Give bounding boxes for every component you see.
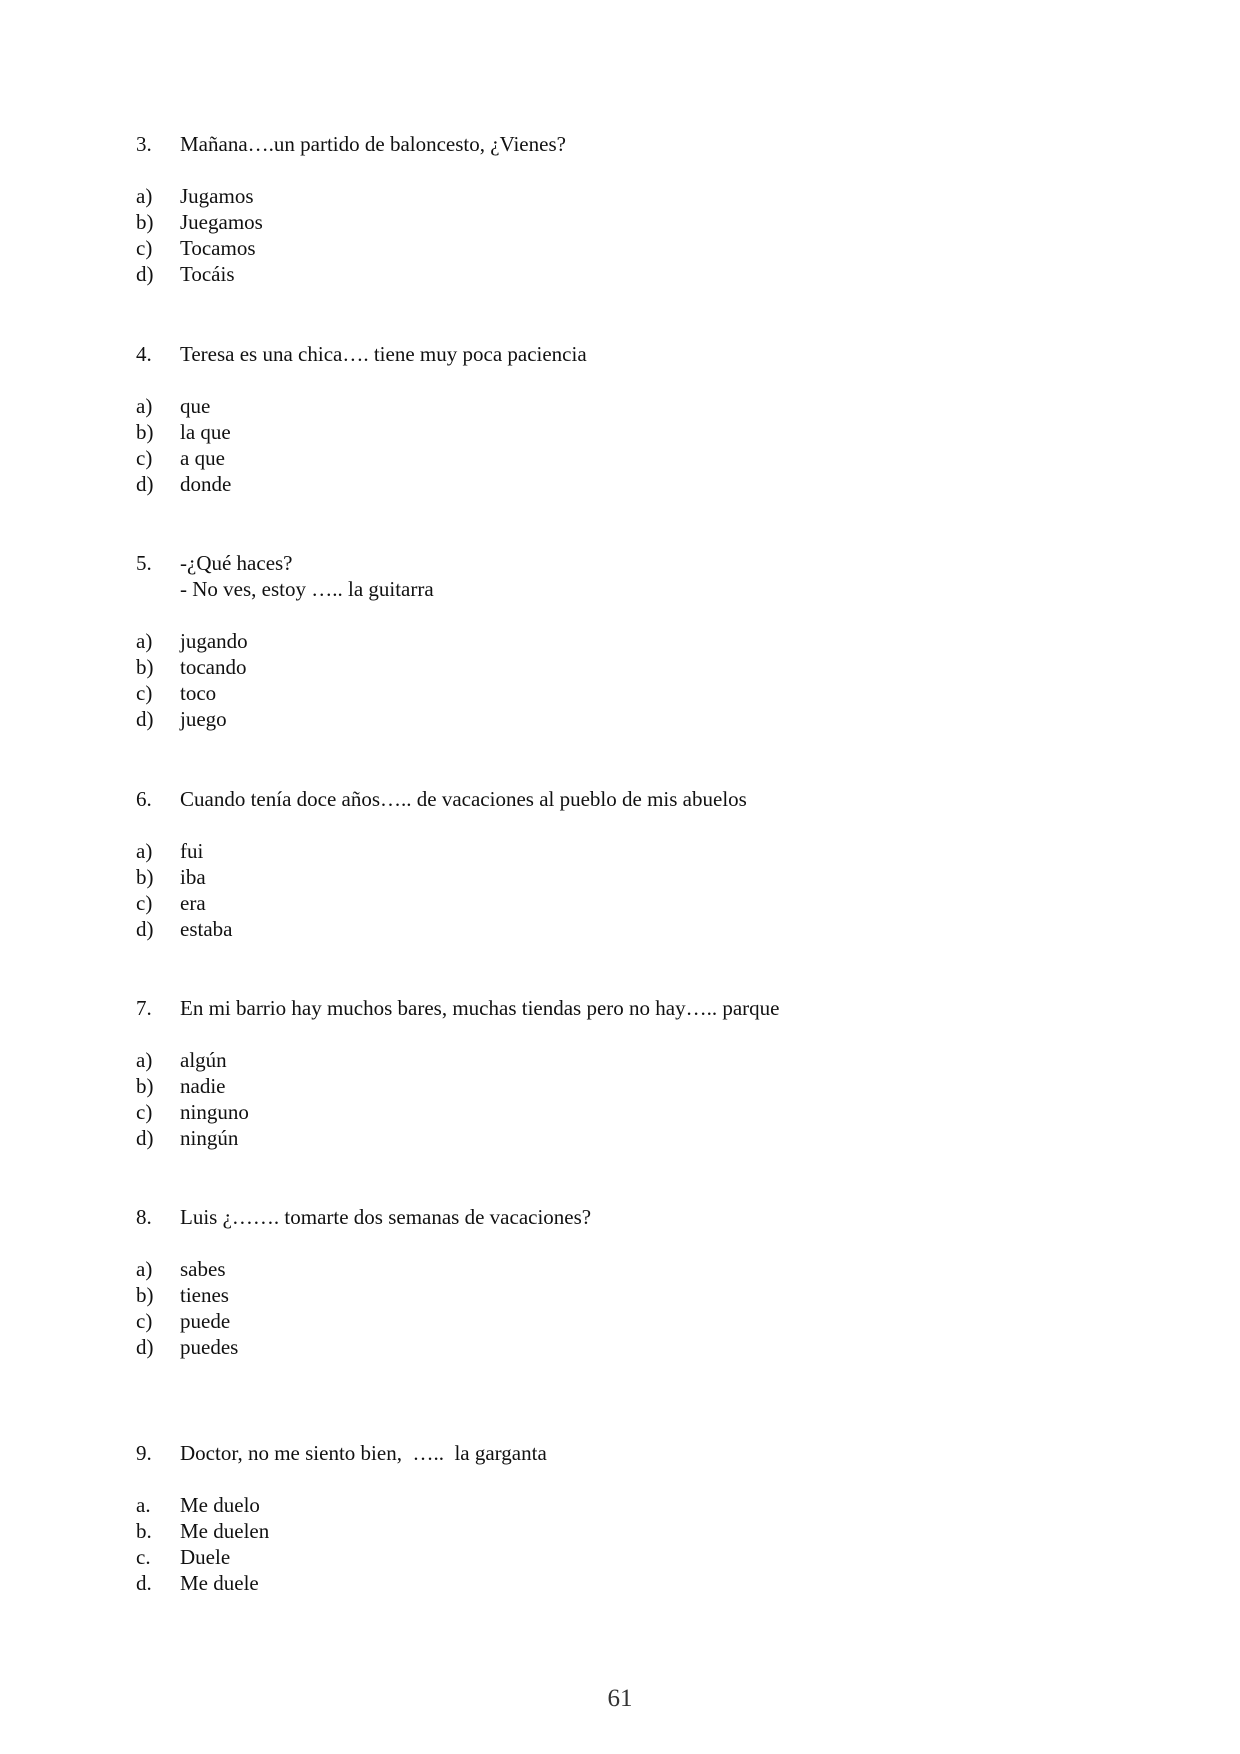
option-label: b)	[136, 1283, 154, 1307]
option-label: d.	[136, 1571, 152, 1595]
question-number: 7.	[136, 996, 152, 1020]
option-label: a)	[136, 184, 153, 208]
question-6	[136, 786, 747, 942]
question-prompt: Cuando tenía doce años….. de vacaciones al pueblo de mis abuelos	[180, 787, 747, 811]
question-prompt: Teresa es una chica…. tiene muy poca paciencia	[180, 342, 587, 366]
option-text: ninguno	[180, 1100, 249, 1124]
option-label: d)	[136, 472, 154, 496]
option-a	[136, 628, 434, 654]
option-label: b)	[136, 420, 154, 444]
option-text: fui	[180, 839, 204, 863]
option-b	[136, 1073, 780, 1099]
option-label: d)	[136, 1126, 154, 1150]
option-label: a)	[136, 629, 153, 653]
option-text: jugando	[180, 629, 248, 653]
question-prompt: Luis ¿……. tomarte dos semanas de vacaciones?	[180, 1205, 592, 1229]
question-prompt-line-2: - No ves, estoy ….. la guitarra	[180, 577, 434, 601]
option-list	[136, 1256, 591, 1360]
question-text	[136, 1440, 547, 1466]
option-text: Tocamos	[180, 236, 256, 260]
option-d	[136, 916, 747, 942]
question-prompt: -¿Qué haces?	[180, 551, 293, 575]
option-b	[136, 654, 434, 680]
option-text: ningún	[180, 1126, 239, 1150]
option-list	[136, 393, 587, 497]
question-8	[136, 1204, 591, 1360]
option-b	[136, 1518, 547, 1544]
option-label: d)	[136, 262, 154, 286]
option-text: toco	[180, 681, 217, 705]
option-list	[136, 1492, 547, 1596]
option-d	[136, 1570, 547, 1596]
option-label: b)	[136, 865, 154, 889]
question-4	[136, 341, 587, 497]
option-b	[136, 209, 566, 235]
option-text: iba	[180, 865, 206, 889]
option-a	[136, 183, 566, 209]
option-label: b.	[136, 1519, 152, 1543]
option-list	[136, 838, 747, 942]
option-text: a que	[180, 446, 225, 470]
question-3	[136, 131, 566, 287]
option-text: donde	[180, 472, 232, 496]
option-c	[136, 445, 587, 471]
option-c	[136, 235, 566, 261]
option-label: c)	[136, 1309, 153, 1333]
question-text	[136, 341, 587, 367]
option-b	[136, 1282, 591, 1308]
option-c	[136, 890, 747, 916]
option-b	[136, 864, 747, 890]
option-list	[136, 183, 566, 287]
option-label: c)	[136, 236, 153, 260]
question-prompt: Mañana….un partido de baloncesto, ¿Vienes?	[180, 132, 566, 156]
option-text: Me duele	[180, 1571, 259, 1595]
option-list	[136, 628, 434, 732]
option-text: puede	[180, 1309, 231, 1333]
option-label: a)	[136, 1048, 153, 1072]
question-number: 5.	[136, 551, 152, 575]
option-text: Jugamos	[180, 184, 254, 208]
option-text: nadie	[180, 1074, 226, 1098]
option-list	[136, 1047, 780, 1151]
question-text	[136, 550, 434, 576]
question-7	[136, 995, 780, 1151]
question-5	[136, 550, 434, 732]
option-text: Me duelen	[180, 1519, 270, 1543]
option-label: a)	[136, 1257, 153, 1281]
question-text-continued	[136, 576, 434, 602]
option-label: c.	[136, 1545, 151, 1569]
option-label: a)	[136, 839, 153, 863]
option-text: sabes	[180, 1257, 226, 1281]
question-number: 6.	[136, 787, 152, 811]
option-label: c)	[136, 681, 153, 705]
option-c	[136, 1099, 780, 1125]
option-label: d)	[136, 707, 154, 731]
question-text	[136, 995, 780, 1021]
option-text: tocando	[180, 655, 247, 679]
option-text: Tocáis	[180, 262, 235, 286]
question-prompt: Doctor, no me siento bien, ….. la garganta	[180, 1441, 547, 1465]
question-text	[136, 131, 566, 157]
option-d	[136, 471, 587, 497]
question-number: 4.	[136, 342, 152, 366]
option-label: b)	[136, 1074, 154, 1098]
option-text: Me duelo	[180, 1493, 260, 1517]
option-text: era	[180, 891, 206, 915]
option-label: c)	[136, 446, 153, 470]
option-a	[136, 1492, 547, 1518]
option-label: a.	[136, 1493, 151, 1517]
option-b	[136, 419, 587, 445]
option-d	[136, 261, 566, 287]
option-label: d)	[136, 1335, 154, 1359]
option-c	[136, 1544, 547, 1570]
option-a	[136, 1047, 780, 1073]
option-text: juego	[180, 707, 227, 731]
option-label: c)	[136, 1100, 153, 1124]
question-text	[136, 1204, 591, 1230]
option-d	[136, 1125, 780, 1151]
option-label: b)	[136, 655, 154, 679]
question-9	[136, 1440, 547, 1596]
option-text: que	[180, 394, 211, 418]
option-c	[136, 680, 434, 706]
option-c	[136, 1308, 591, 1334]
option-label: a)	[136, 394, 153, 418]
page-number: 61	[607, 1685, 633, 1712]
question-number: 9.	[136, 1441, 152, 1465]
option-text: tienes	[180, 1283, 229, 1307]
option-text: algún	[180, 1048, 227, 1072]
question-prompt: En mi barrio hay muchos bares, muchas tiendas pero no hay….. parque	[180, 996, 780, 1020]
question-number: 3.	[136, 132, 152, 156]
option-d	[136, 1334, 591, 1360]
question-number: 8.	[136, 1205, 152, 1229]
option-a	[136, 1256, 591, 1282]
option-text: puedes	[180, 1335, 239, 1359]
option-d	[136, 706, 434, 732]
option-text: la que	[180, 420, 231, 444]
option-label: b)	[136, 210, 154, 234]
option-a	[136, 393, 587, 419]
option-a	[136, 838, 747, 864]
option-label: d)	[136, 917, 154, 941]
option-label: c)	[136, 891, 153, 915]
question-text	[136, 786, 747, 812]
option-text: Juegamos	[180, 210, 263, 234]
option-text: Duele	[180, 1545, 231, 1569]
option-text: estaba	[180, 917, 233, 941]
